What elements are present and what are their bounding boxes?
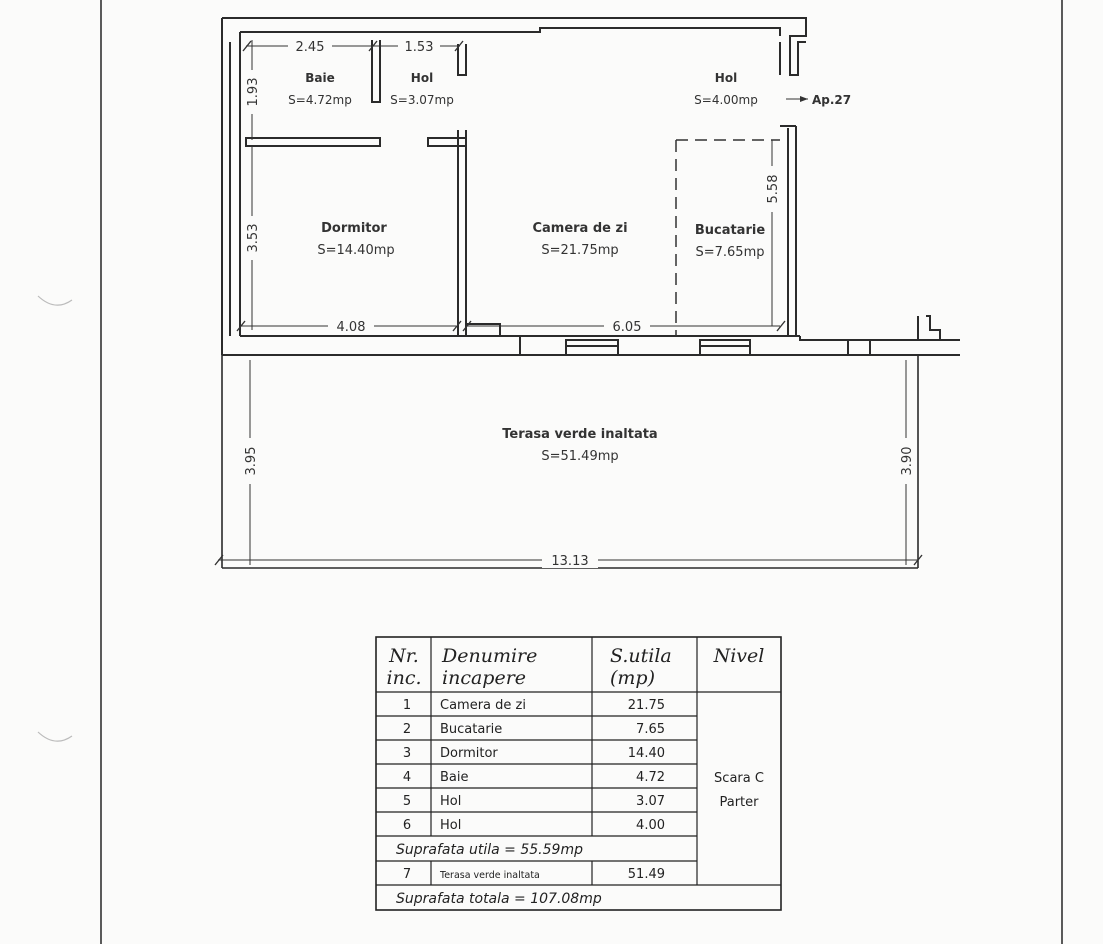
table-cell-area: 3.07 <box>636 794 665 809</box>
table-rows <box>396 698 764 907</box>
room-name-dormitor: Dormitor <box>321 221 387 236</box>
header-sutila-line1: S.utila <box>610 645 672 667</box>
table-cell-name: Hol <box>440 794 462 809</box>
table-cell-area: 4.00 <box>636 818 665 833</box>
table-cell-nr: 6 <box>402 818 412 833</box>
dim-terasa-width: 13.13 <box>551 554 589 569</box>
total-label: Suprafata totala = 107.08mp <box>396 891 602 907</box>
table-cell-area: 7.65 <box>636 722 665 737</box>
table-cell-nr: 4 <box>402 770 412 785</box>
header-denumire-line1: Denumire <box>442 645 538 667</box>
dim-baie-height: 1.93 <box>246 77 261 107</box>
table-cell-name: Dormitor <box>440 746 498 761</box>
table-cell-area: 14.40 <box>627 746 665 761</box>
apartment-pointer-label: Ap.27 <box>812 93 852 107</box>
nivel-line2: Parter <box>719 795 759 810</box>
header-denumire-line2: incapere <box>442 667 527 689</box>
table-cell-area: 51.49 <box>627 867 665 882</box>
room-area-bucatarie: S=7.65mp <box>695 245 765 260</box>
table-cell-name: Hol <box>440 818 462 833</box>
header-nr-line1: Nr. <box>389 645 419 667</box>
room-name-bucatarie: Bucatarie <box>694 223 766 238</box>
table-cell-nr: 7 <box>402 867 412 882</box>
dim-terasa-right: 3.90 <box>900 446 915 476</box>
table-cell-nr: 5 <box>402 794 412 809</box>
room-name-hol-1: Hol <box>410 71 434 85</box>
table-cell-name: Terasa verde inaltata <box>440 870 540 881</box>
dim-terasa-left: 3.95 <box>244 446 259 476</box>
dim-baie-width: 2.45 <box>295 40 325 55</box>
dimension-ticks <box>215 41 922 565</box>
table-cell-name: Camera de zi <box>440 698 526 713</box>
dim-camera-width: 6.05 <box>612 320 642 335</box>
table-cell-nr: 2 <box>402 722 412 737</box>
kitchen-boundary-dashed <box>676 140 780 336</box>
dim-hol-width: 1.53 <box>404 40 434 55</box>
room-area-hol-1: S=3.07mp <box>390 93 454 107</box>
room-name-hol-2: Hol <box>714 71 738 85</box>
header-sutila-line2: (mp) <box>610 667 656 689</box>
room-area-camera: S=21.75mp <box>541 243 619 258</box>
arrow-icon <box>800 96 808 102</box>
subtotal-label: Suprafata utila = 55.59mp <box>396 842 583 858</box>
table-cell-nr: 3 <box>402 746 412 761</box>
table-cell-name: Bucatarie <box>440 722 503 737</box>
dimension-lines <box>218 40 918 565</box>
dim-dormitor-width: 4.08 <box>336 320 366 335</box>
header-nr-line2: inc. <box>386 667 422 689</box>
room-area-hol-2: S=4.00mp <box>694 93 758 107</box>
nivel-line1: Scara C <box>714 771 764 786</box>
scan-mark <box>38 732 72 741</box>
table-cell-area: 4.72 <box>636 770 665 785</box>
dim-dormitor-height: 3.53 <box>246 223 261 253</box>
room-area-dormitor: S=14.40mp <box>317 243 395 258</box>
dimension-labels <box>243 38 915 569</box>
header-nivel: Nivel <box>713 645 765 667</box>
room-name-baie: Baie <box>305 71 335 85</box>
area-table <box>376 637 781 910</box>
walls <box>222 18 960 355</box>
scan-mark <box>38 296 72 305</box>
room-name-camera: Camera de zi <box>532 221 628 236</box>
table-cell-area: 21.75 <box>627 698 665 713</box>
dim-bucatarie-height: 5.58 <box>766 174 781 204</box>
room-area-terasa: S=51.49mp <box>541 449 619 464</box>
room-name-terasa: Terasa verde inaltata <box>502 427 658 442</box>
table-cell-name: Baie <box>440 770 469 785</box>
room-area-baie: S=4.72mp <box>288 93 352 107</box>
room-labels <box>288 71 851 464</box>
table-cell-nr: 1 <box>402 698 412 713</box>
